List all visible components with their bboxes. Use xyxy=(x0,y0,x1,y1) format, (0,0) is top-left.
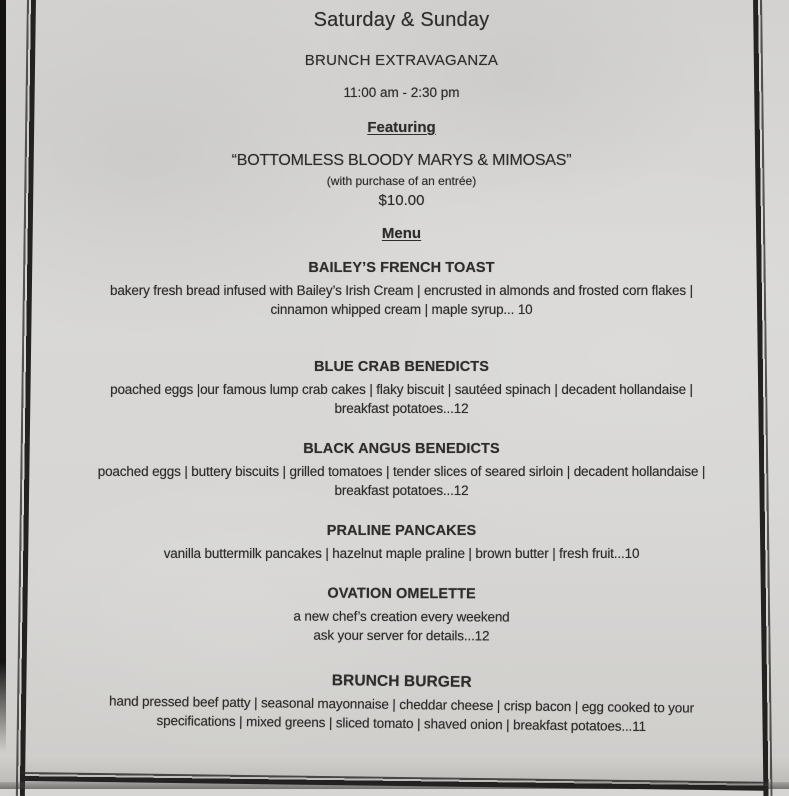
menu-item-description: hand pressed beef patty | seasonal mayonnaise | cheddar cheese | crisp bacon | egg cooked to your xyxy=(108,693,694,716)
menu-item-praline-pancakes xyxy=(44,522,759,563)
menu-item-name: OVATION OMELETTE xyxy=(327,585,476,603)
menu-item-baileys-french-toast xyxy=(44,259,759,319)
featured-item-name: “BOTTOMLESS BLOODY MARYS & MIMOSAS” xyxy=(231,152,572,169)
menu-item-description: a new chef’s creation every weekend xyxy=(293,608,510,625)
photo-left-edge xyxy=(0,0,6,752)
menu-item-description: ask your server for details...12 xyxy=(313,627,490,644)
menu-heading: Menu xyxy=(381,225,422,242)
menu-item-description: cinnamon whipped cream | maple syrup... 10 xyxy=(270,302,533,317)
featured-item-condition: (with purchase of an entrée) xyxy=(326,174,477,188)
menu-title: BRUNCH EXTRAVAGANZA xyxy=(304,52,499,69)
featuring-heading: Featuring xyxy=(367,119,436,136)
menu-item-description: vanilla buttermilk pancakes | hazelnut maple praline | brown butter | fresh fruit...10 xyxy=(163,546,640,561)
menu-frame-left-rule xyxy=(16,0,36,796)
menu-item-description: specifications | mixed greens | sliced tomato | shaved onion | breakfast potatoes...11 xyxy=(156,713,647,734)
menu-item-name: PRALINE PANCAKES xyxy=(326,523,477,539)
menu-content xyxy=(44,0,759,789)
menu-item-name: BLUE CRAB BENEDICTS xyxy=(313,359,490,375)
menu-item-description: poached eggs |our famous lump crab cakes | flaky biscuit | sautéed spinach | decadent hollandaise | xyxy=(110,382,693,397)
featured-item-price: $10.00 xyxy=(378,192,425,209)
menu-item-description: breakfast potatoes...12 xyxy=(334,483,469,498)
menu-item-blue-crab-benedicts xyxy=(44,358,759,418)
menu-item-description: bakery fresh bread infused with Bailey’s Irish Cream | encrusted in almonds and frosted corn flakes | xyxy=(110,283,693,298)
menu-hours: 11:00 am - 2:30 pm xyxy=(343,85,460,100)
menu-item-brunch-burger xyxy=(44,668,760,738)
menu-item-name: BAILEY’S FRENCH TOAST xyxy=(308,260,495,276)
menu-item-ovation-omelette xyxy=(44,583,759,646)
menu-item-description: breakfast potatoes...12 xyxy=(334,401,469,416)
menu-item-description: poached eggs | buttery biscuits | grilled tomatoes | tender slices of seared sirloin | decadent hollandaise | xyxy=(97,464,706,479)
menu-item-name: BRUNCH BURGER xyxy=(331,672,472,691)
menu-days: Saturday & Sunday xyxy=(313,9,490,31)
menu-item-name: BLACK ANGUS BENEDICTS xyxy=(303,441,500,457)
menu-item-black-angus-benedicts xyxy=(44,440,759,500)
